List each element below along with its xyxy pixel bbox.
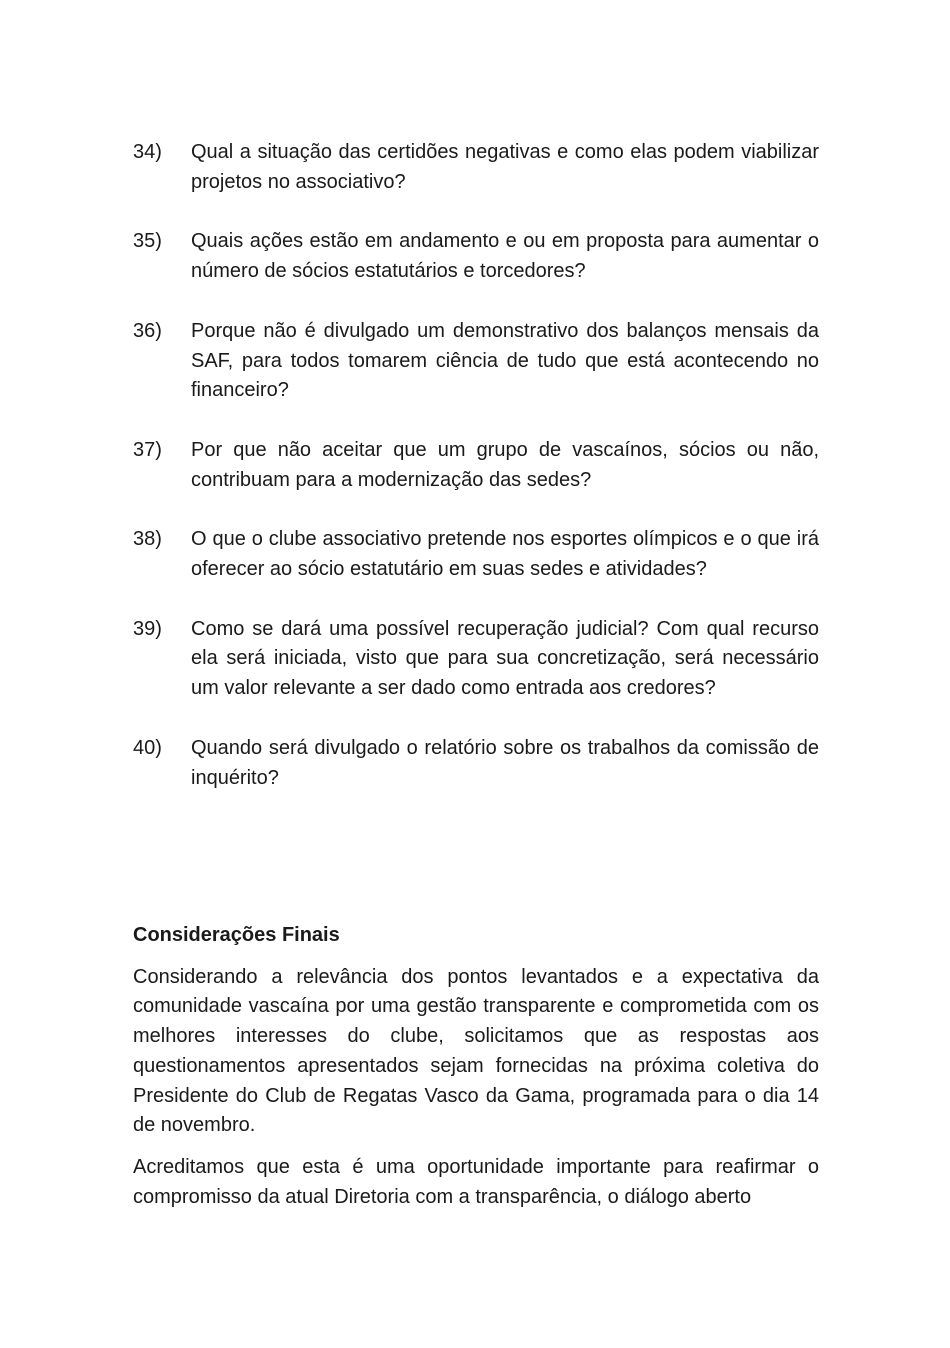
question-item — [133, 138, 819, 197]
question-number: 40) — [133, 736, 162, 759]
question-item — [133, 436, 819, 495]
question-item — [133, 734, 819, 793]
question-item — [133, 317, 819, 406]
question-text: Quais ações estão em andamento e ou em proposta para aumentar o número de sócios estatutários e torcedores? — [191, 230, 819, 283]
question-number: 35) — [133, 230, 162, 253]
final-considerations-section — [133, 921, 819, 1224]
section-heading: Considerações Finais — [133, 924, 340, 946]
question-item — [133, 525, 819, 584]
question-number: 38) — [133, 528, 162, 551]
question-item — [133, 227, 819, 286]
question-text: Porque não é divulgado um demonstrativo dos balanços mensais da SAF, para todos tomarem ciência de tudo que está acontecendo no financeiro? — [191, 319, 819, 402]
question-list — [133, 138, 819, 793]
question-text: Quando será divulgado o relatório sobre os trabalhos da comissão de inquérito? — [191, 736, 819, 789]
question-number: 39) — [133, 617, 162, 640]
paragraph: Considerando a relevância dos pontos levantados e a expectativa da comunidade vascaína por uma gestão transparente e comprometida com os melhores interesses do clube, solicitamos que as respostas aos questionamentos apresentados sejam fornecidas na próxima coletiva do Presidente do Club de Regatas Vasco da Gama, programada para o dia 14 de novembro. — [133, 965, 819, 1137]
question-item — [133, 615, 819, 704]
question-text: Qual a situação das certidões negativas e como elas podem viabilizar projetos no associativo? — [191, 141, 819, 193]
paragraph: Acreditamos que esta é uma oportunidade importante para reafirmar o compromisso da atual Diretoria com a transparência, o diálogo aberto — [133, 1155, 819, 1208]
question-text: O que o clube associativo pretende nos esportes olímpicos e o que irá oferecer ao sócio estatutário em suas sedes e atividades? — [191, 528, 819, 581]
question-number: 37) — [133, 438, 162, 461]
question-text: Como se dará uma possível recuperação judicial? Com qual recurso ela será iniciada, visto que para sua concretização, será necessário um valor relevante a ser dado como entrada aos credores? — [191, 617, 819, 700]
question-number: 34) — [133, 141, 162, 163]
question-number: 36) — [133, 319, 162, 342]
question-text: Por que não aceitar que um grupo de vascaínos, sócios ou não, contribuam para a modernização das sedes? — [191, 438, 819, 491]
questions-section — [133, 138, 819, 823]
